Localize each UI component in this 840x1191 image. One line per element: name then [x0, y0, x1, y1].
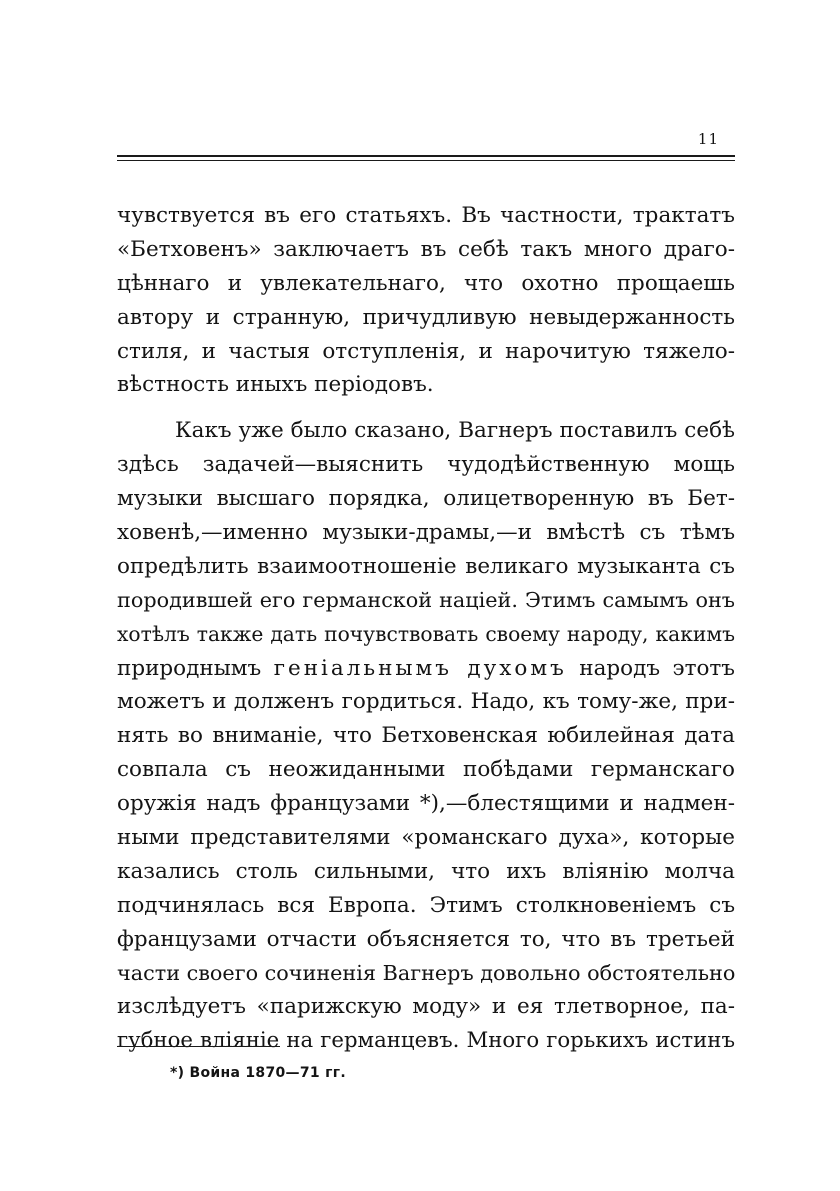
text-line: совпала съ неожиданными побѣдами германскаго [117, 757, 735, 783]
emphasis-spaced-text: геніальнымъ духомъ [273, 655, 567, 681]
text-line: стиля, и частыя отступленія, и нарочитую тяжело- [117, 338, 735, 364]
text-line: чувствуется въ его статьяхъ. Въ частности, трактатъ [117, 203, 735, 228]
footnote-rule [117, 1046, 280, 1047]
text-segment: народъ этотъ [566, 655, 735, 681]
paragraph-2 [117, 414, 735, 1058]
text-line: губное вліяніе на германцевъ. Много горькихъ истинъ [117, 1028, 735, 1054]
text-line: здѣсь задачей—выяснить чудодѣйственную мощь [117, 452, 735, 478]
text-line: ными представителями «романскаго духа», которые [117, 825, 735, 851]
text-line: музыки высшаго порядка, олицетворенную въ Бет- [117, 486, 735, 512]
paragraph-gap [117, 402, 735, 414]
text-line: ховенѣ,—именно музыки-драмы,—и вмѣстѣ съ тѣмъ [117, 520, 735, 546]
header-rule [117, 155, 735, 157]
text-line: нять во вниманіе, что Бетховенская юбилейная дата [117, 723, 735, 749]
text-line: изслѣдуетъ «парижскую моду» и ея тлетворное, па- [117, 994, 735, 1020]
text-line: автору и странную, причудливую невыдержанность [117, 304, 735, 330]
text-line: оружія надъ французами *),—блестящими и надмен- [117, 791, 735, 817]
text-line: породившей его германской націей. Этимъ самымъ онъ [117, 587, 735, 612]
text-line-spaced [117, 652, 735, 686]
text-line: казались столь сильными, что ихъ вліянію молча [117, 858, 735, 884]
footnote: *) Война 1870—71 гг. [170, 1065, 346, 1081]
text-line: французами отчасти объясняется то, что въ третьей [117, 926, 735, 952]
text-line: «Бетховенъ» заключаетъ въ себѣ такъ много драго- [117, 236, 735, 262]
text-line: части своего сочиненія Вагнеръ довольно обстоятельно [117, 960, 735, 985]
page-number: 11 [697, 130, 719, 148]
text-line: подчинялась вся Европа. Этимъ столкновеніемъ съ [117, 892, 735, 918]
paragraph-1 [117, 199, 735, 402]
text-line: можетъ и долженъ гордиться. Надо, къ тому-же, при- [117, 689, 735, 715]
header-rule-thin [117, 160, 735, 161]
text-line: опредѣлить взаимоотношеніе великаго музыканта съ [117, 553, 735, 579]
text-line: Какъ уже было сказано, Вагнеръ поставилъ себѣ [175, 418, 735, 444]
text-segment: природнымъ [117, 655, 274, 681]
text-line: хотѣлъ также дать почувствовать своему народу, какимъ [117, 621, 735, 646]
text-line: цѣннаго и увлекательнаго, что охотно прощаешь [117, 270, 735, 296]
text-line: вѣстность иныхъ періодовъ. [117, 372, 434, 398]
body-text [117, 199, 735, 1058]
